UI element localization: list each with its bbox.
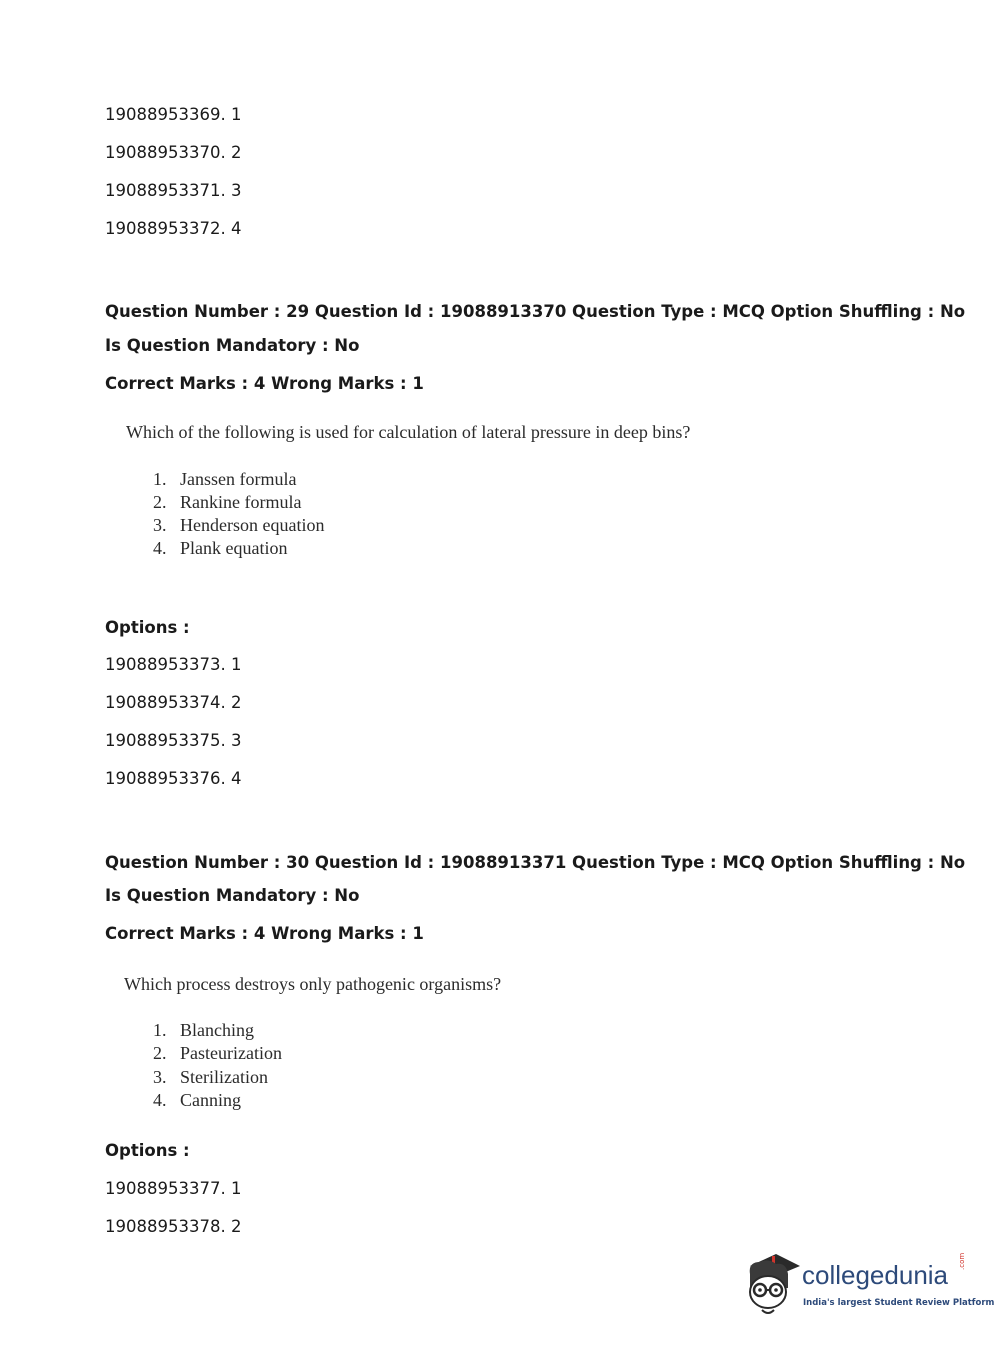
choice-text: Sterilization [180, 1067, 268, 1087]
option-line: 19088953377. 1 [105, 1179, 242, 1198]
q29-choice [153, 537, 287, 559]
option-line: 19088953375. 3 [105, 731, 242, 750]
choice-text: Canning [180, 1090, 241, 1110]
logo-wordmark: collegedunia [802, 1260, 949, 1290]
mascot-icon [742, 1248, 802, 1320]
logo-tagline: India's largest Student Review Platform [803, 1298, 995, 1308]
choice-number: 2. [153, 1043, 167, 1063]
option-line: 19088953376. 4 [105, 769, 242, 788]
q29-marks: Correct Marks : 4 Wrong Marks : 1 [105, 374, 424, 393]
option-line: 19088953369. 1 [105, 105, 242, 124]
option-line: 19088953378. 2 [105, 1217, 242, 1236]
choice-number: 1. [153, 469, 167, 489]
choice-number: 4. [153, 1090, 167, 1110]
logo-com: .com [958, 1252, 966, 1270]
q30-options-label: Options : [105, 1141, 190, 1160]
choice-text: Plank equation [180, 538, 288, 558]
q30-mandatory: Is Question Mandatory : No [105, 886, 360, 905]
q30-choice [153, 1066, 268, 1088]
option-line: 19088953371. 3 [105, 181, 242, 200]
choice-text: Rankine formula [180, 492, 302, 512]
option-line: 19088953374. 2 [105, 693, 242, 712]
q30-choice [153, 1019, 254, 1041]
choice-number: 1. [153, 1020, 167, 1040]
q30-choice [153, 1042, 282, 1064]
q30-choice [153, 1089, 241, 1111]
q29-question-text: Which of the following is used for calculation of lateral pressure in deep bins? [126, 422, 691, 442]
collegedunia-logo [742, 1248, 995, 1320]
q29-mandatory: Is Question Mandatory : No [105, 336, 360, 355]
q29-choice [153, 468, 296, 490]
choice-text: Blanching [180, 1020, 254, 1040]
q30-header: Question Number : 30 Question Id : 19088913371 Question Type : MCQ Option Shuffling : No [105, 853, 966, 872]
q29-choice [153, 514, 324, 536]
choice-text: Henderson equation [180, 515, 325, 535]
choice-number: 3. [153, 1067, 167, 1087]
option-line: 19088953370. 2 [105, 143, 242, 162]
choice-text: Janssen formula [180, 469, 297, 489]
option-line: 19088953373. 1 [105, 655, 242, 674]
q29-options-label: Options : [105, 618, 190, 637]
choice-text: Pasteurization [180, 1043, 282, 1063]
q29-header: Question Number : 29 Question Id : 19088913370 Question Type : MCQ Option Shuffling : No [105, 302, 966, 321]
choice-number: 4. [153, 538, 167, 558]
q29-choice [153, 491, 301, 513]
choice-number: 3. [153, 515, 167, 535]
option-line: 19088953372. 4 [105, 219, 242, 238]
q30-marks: Correct Marks : 4 Wrong Marks : 1 [105, 924, 424, 943]
choice-number: 2. [153, 492, 167, 512]
q30-question-text: Which process destroys only pathogenic organisms? [124, 974, 502, 994]
